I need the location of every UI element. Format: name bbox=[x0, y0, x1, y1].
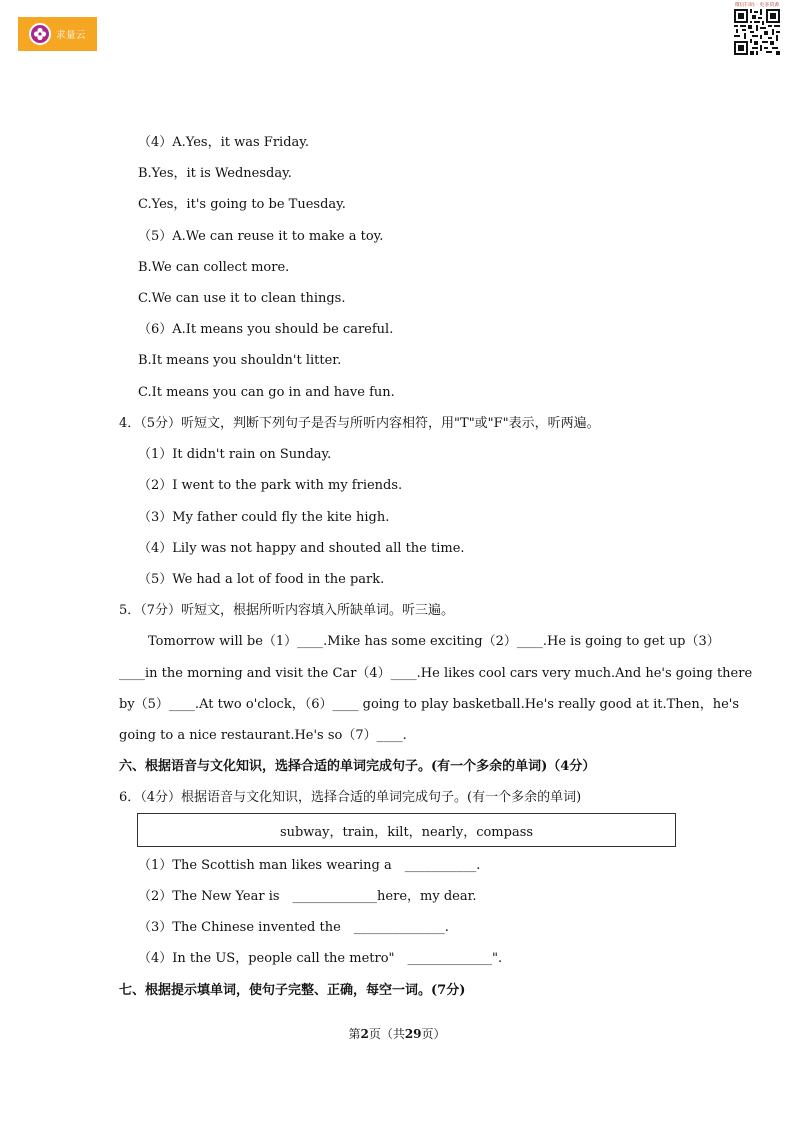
qr-code-icon bbox=[734, 9, 780, 55]
footer-page-number: 2 bbox=[360, 1027, 369, 1041]
q6-item-4: （4）In the US，people call the metro" _____________". bbox=[138, 951, 503, 966]
page-footer bbox=[0, 1026, 794, 1042]
q3-6-option-a: （6）A.It means you should be careful. bbox=[138, 322, 394, 337]
q3-6-option-b: B.It means you shouldn't litter. bbox=[138, 353, 342, 368]
brand-logo bbox=[18, 17, 97, 51]
q6-word-bank bbox=[137, 813, 676, 847]
q5-passage-line-3: by（5）____.At two o'clock，（6）____ going to play basketball.He's really good at it.Then，he's bbox=[119, 697, 740, 712]
q5-passage-line-2: ____in the morning and visit the Car（4）____.He likes cool cars very much.And he's going there bbox=[119, 666, 753, 681]
q4-title: 4．（5分）听短文，判断下列句子是否与所听内容相符，用"T"或"F"表示，听两遍。 bbox=[119, 416, 600, 431]
logo-text: 求量云 bbox=[55, 30, 86, 41]
footer-middle: 页（共 bbox=[368, 1027, 405, 1041]
q4-item-4: （4）Lily was not happy and shouted all the time. bbox=[138, 541, 465, 556]
footer-total-pages: 29 bbox=[404, 1027, 422, 1041]
q6-word-bank-text: subway，train，kilt，nearly，compass bbox=[279, 824, 534, 840]
q6-item-1: （1）The Scottish man likes wearing a ___________. bbox=[138, 858, 481, 873]
q5-passage-line-4: going to a nice restaurant.He's so（7）____. bbox=[119, 728, 407, 743]
section-6-title: 六、根据语音与文化知识，选择合适的单词完成句子。(有一个多余的单词)（4分） bbox=[119, 759, 596, 774]
q3-4-option-c: C.Yes，it's going to be Tuesday. bbox=[138, 197, 346, 212]
q3-4-option-b: B.Yes，it is Wednesday. bbox=[138, 166, 292, 181]
qr-code-block bbox=[734, 2, 780, 55]
q6-item-3: （3）The Chinese invented the ______________. bbox=[138, 920, 449, 935]
q4-item-1: （1）It didn't rain on Sunday. bbox=[138, 447, 332, 462]
q4-item-2: （2）I went to the park with my friends. bbox=[138, 478, 403, 493]
footer-prefix: 第 bbox=[348, 1027, 361, 1041]
qr-caption: 微信扫码 · 更多资源 bbox=[734, 2, 780, 8]
q3-5-option-b: B.We can collect more. bbox=[138, 260, 290, 275]
section-7-title: 七、根据提示填单词，使句子完整、正确，每空一词。(7分) bbox=[119, 983, 466, 998]
q4-item-3: （3）My father could fly the kite high. bbox=[138, 510, 390, 525]
clover-logo-icon bbox=[29, 23, 51, 45]
q3-6-option-c: C.It means you can go in and have fun. bbox=[138, 385, 395, 400]
q4-item-5: （5）We had a lot of food in the park. bbox=[138, 572, 385, 587]
q6-item-2: （2）The New Year is _____________here，my dear. bbox=[138, 889, 477, 904]
q3-5-option-a: （5）A.We can reuse it to make a toy. bbox=[138, 229, 384, 244]
q3-4-option-a: （4）A.Yes，it was Friday. bbox=[138, 135, 310, 150]
q3-5-option-c: C.We can use it to clean things. bbox=[138, 291, 346, 306]
q5-passage-line-1: Tomorrow will be（1）____.Mike has some exciting（2）____.He is going to get up（3） bbox=[148, 634, 720, 649]
footer-suffix: 页） bbox=[421, 1027, 446, 1041]
q6-title: 6．（4分）根据语音与文化知识，选择合适的单词完成句子。(有一个多余的单词) bbox=[119, 790, 582, 805]
q5-title: 5．（7分）听短文，根据所听内容填入所缺单词。听三遍。 bbox=[119, 603, 455, 618]
